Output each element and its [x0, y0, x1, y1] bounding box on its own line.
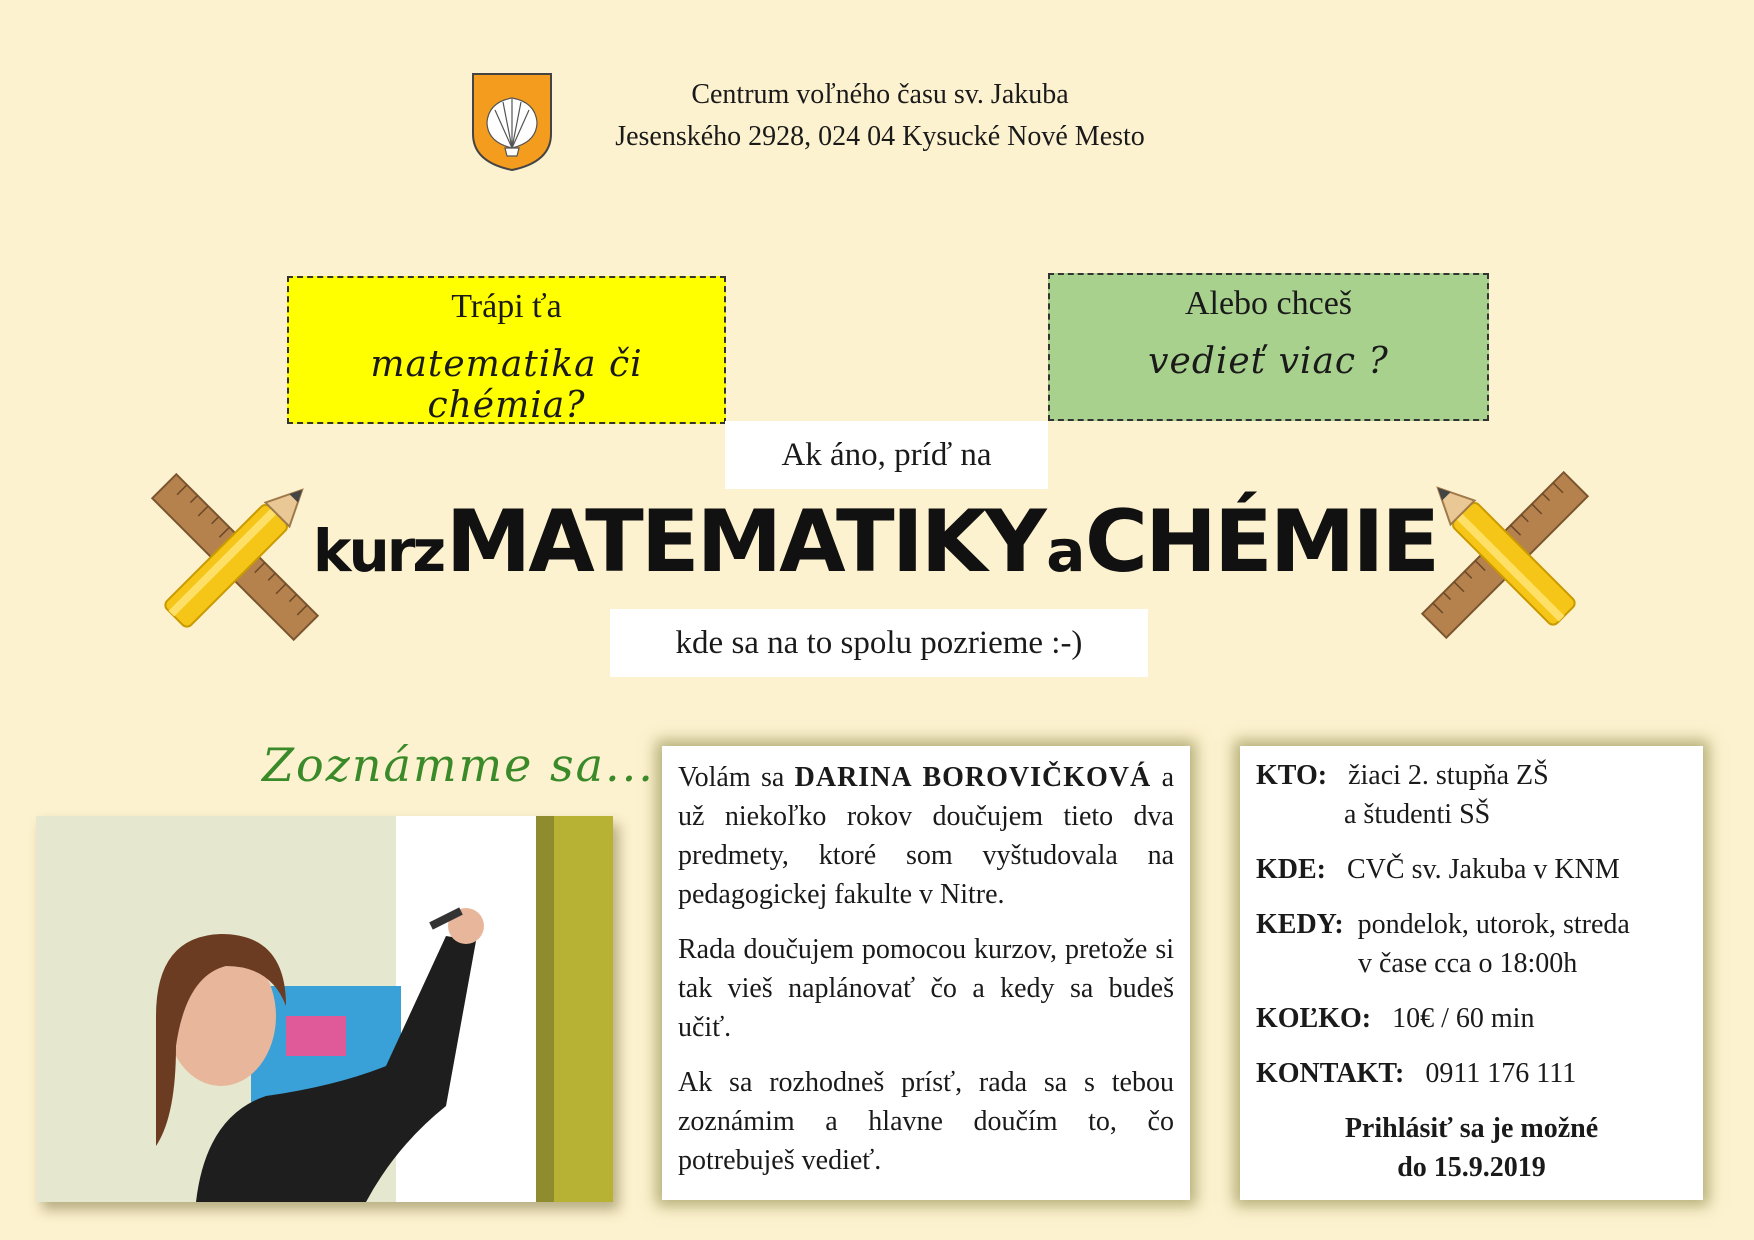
question-left-script: matematika či chémia? — [370, 344, 643, 426]
intro-label: Ak áno, príď na — [725, 421, 1048, 489]
bio-intro-rest: a už niekoľko rokov doučujem tieto dva predmety, ktoré som vyštudovala na pedagogickej fakulte v Nitre. — [678, 762, 1175, 910]
signup-line-2: do 15.9.2019 — [1397, 1152, 1546, 1183]
organization-name: Centrum voľného času sv. Jakuba — [691, 79, 1069, 110]
title-part-kurz: kurz — [312, 517, 444, 585]
signup-note — [1256, 1109, 1687, 1187]
info-kde — [1256, 850, 1687, 889]
info-kedy — [1256, 905, 1687, 983]
kto-value-2: a študenti SŠ — [1344, 799, 1491, 830]
kedy-value-2: v čase cca o 18:00h — [1358, 948, 1578, 979]
signup-line-1: Prihlásiť sa je možné — [1344, 1113, 1599, 1144]
teacher-photo — [36, 816, 613, 1202]
kolko-value: 10€ / 60 min — [1392, 1003, 1535, 1034]
kolko-label: KOĽKO: — [1256, 1003, 1372, 1034]
kedy-value-1: pondelok, utorok, streda — [1357, 909, 1630, 940]
title-part-chemie: CHÉMIE — [1084, 492, 1438, 592]
bio-panel — [662, 746, 1190, 1200]
question-right-top: Alebo chceš — [1184, 285, 1353, 322]
title-part-a: a — [1046, 517, 1083, 585]
info-kto — [1256, 756, 1687, 834]
question-box-left — [287, 276, 726, 424]
kedy-label: KEDY: — [1256, 909, 1344, 940]
kto-value-1: žiaci 2. stupňa ZŠ — [1348, 760, 1549, 791]
kde-value: CVČ sv. Jakuba v KNM — [1347, 854, 1620, 885]
title-part-matematiky: MATEMATIKY — [445, 492, 1044, 592]
question-box-right — [1048, 273, 1489, 421]
question-right-script: vedieť viac ? — [1148, 341, 1389, 382]
bio-paragraph-1 — [678, 758, 1174, 914]
bio-paragraph-3: Ak sa rozhodneš prísť, rada sa s tebou zoznámim a hlavne doučím to, čo potrebuješ vedieť. — [678, 1067, 1174, 1176]
kto-label: KTO: — [1256, 760, 1328, 791]
organization-address: Jesenského 2928, 024 04 Kysucké Nové Mesto — [615, 121, 1145, 152]
greeting-heading: Zoznámme sa... — [262, 738, 655, 792]
question-left-top: Trápi ťa — [451, 288, 562, 325]
bio-intro: Volám sa — [678, 762, 785, 793]
subtitle-label: kde sa na to spolu pozrieme :-) — [610, 609, 1148, 677]
kontakt-label: KONTAKT: — [1256, 1058, 1405, 1089]
kde-label: KDE: — [1256, 854, 1326, 885]
kontakt-value: 0911 176 111 — [1425, 1058, 1577, 1089]
info-kolko — [1256, 999, 1687, 1038]
shell-logo-icon — [471, 72, 553, 172]
info-panel — [1240, 746, 1703, 1200]
info-kontakt — [1256, 1054, 1687, 1093]
course-title — [300, 492, 1450, 592]
bio-paragraph-2: Rada doučujem pomocou kurzov, pretože si tak vieš naplánovať čo a kedy sa budeš učiť. — [678, 934, 1174, 1043]
teacher-name: DARINA BOROVIČKOVÁ — [794, 762, 1152, 793]
